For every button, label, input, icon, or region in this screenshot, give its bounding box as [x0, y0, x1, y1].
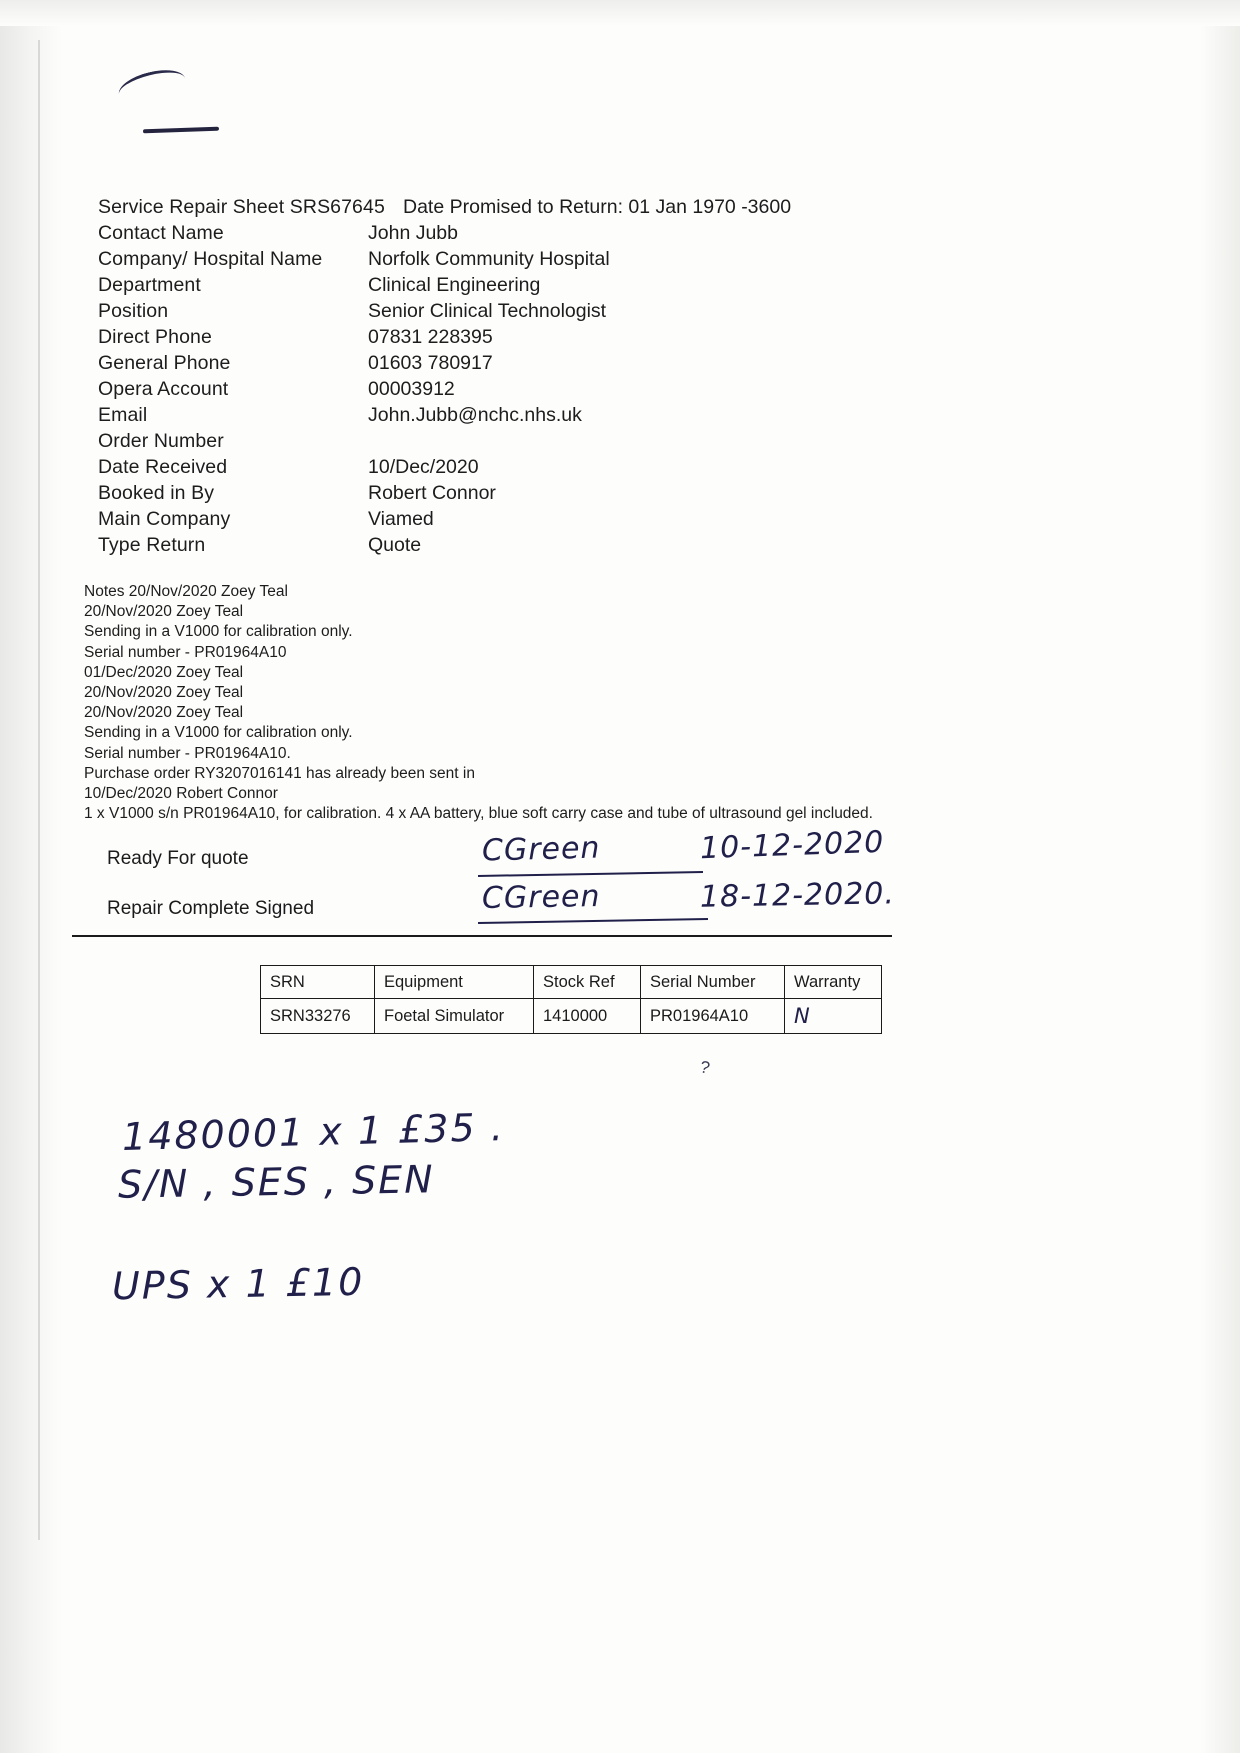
notes-line: Serial number - PR01964A10	[84, 643, 287, 661]
label-order-number: Order Number	[98, 430, 224, 452]
table-header-row	[261, 966, 882, 999]
date-promised-to-return: Date Promised to Return: 01 Jan 1970 -3600	[403, 196, 792, 218]
notes-block	[84, 582, 1084, 824]
header-row-title	[98, 196, 998, 222]
signature-repair-complete-date: 18-12-2020.	[699, 876, 896, 915]
handwritten-note-line-1: 1480001 x 1 £35 .	[121, 1104, 506, 1160]
label-main-company: Main Company	[98, 508, 231, 530]
pen-mark-icon	[116, 64, 189, 109]
cell-srn: SRN33276	[261, 999, 375, 1034]
cell-equipment: Foetal Simulator	[375, 999, 534, 1034]
value-company-hospital-name: Norfolk Community Hospital	[368, 248, 610, 270]
pen-underline-icon	[143, 127, 219, 134]
notes-line: Serial number - PR01964A10.	[84, 744, 291, 762]
header-row-general-phone	[98, 352, 998, 378]
header-row-main-company	[98, 508, 998, 534]
stray-pen-mark-icon: ?	[698, 1057, 712, 1078]
column-header-equipment: Equipment	[375, 966, 534, 999]
header-row-email	[98, 404, 998, 430]
notes-line: 20/Nov/2020 Zoey Teal	[84, 684, 244, 702]
label-general-phone: General Phone	[98, 352, 231, 374]
value-booked-in-by: Robert Connor	[368, 482, 496, 504]
header-row-department	[98, 274, 998, 300]
header-row-order-number	[98, 430, 998, 456]
notes-line: Sending in a V1000 for calibration only.	[84, 724, 353, 742]
column-header-stock-ref: Stock Ref	[534, 966, 641, 999]
header-row-contact-name	[98, 222, 998, 248]
label-ready-for-quote: Ready For quote	[107, 848, 249, 869]
label-type-return: Type Return	[98, 534, 206, 556]
label-repair-complete-signed: Repair Complete Signed	[107, 898, 315, 919]
header-row-company-hospital-name	[98, 248, 998, 274]
notes-line: Sending in a V1000 for calibration only.	[84, 623, 353, 641]
value-date-received: 10/Dec/2020	[368, 456, 479, 478]
handwritten-note-line-2: S/N , SES , SEN	[117, 1157, 436, 1207]
label-direct-phone: Direct Phone	[98, 326, 212, 348]
label-email: Email	[98, 404, 148, 426]
value-position: Senior Clinical Technologist	[368, 300, 607, 322]
header-row-type-return	[98, 534, 998, 560]
equipment-table	[260, 965, 882, 1034]
value-type-return: Quote	[368, 534, 422, 556]
value-direct-phone: 07831 228395	[368, 326, 493, 348]
label-booked-in-by: Booked in By	[98, 482, 215, 504]
signature-ready-date: 10-12-2020	[699, 824, 885, 867]
label-date-received: Date Received	[98, 456, 228, 478]
scan-edge-right	[1200, 0, 1240, 1753]
label-department: Department	[98, 274, 201, 296]
notes-line: Purchase order RY3207016141 has already been sent in	[84, 764, 475, 782]
notes-line: Notes 20/Nov/2020 Zoey Teal	[84, 583, 288, 600]
header-row-opera-account	[98, 378, 998, 404]
label-company-hospital-name: Company/ Hospital Name	[98, 248, 323, 270]
header-row-position	[98, 300, 998, 326]
label-contact-name: Contact Name	[98, 222, 224, 244]
scan-edge-top	[0, 0, 1240, 26]
header-details-block	[98, 196, 998, 560]
column-header-serial-number: Serial Number	[641, 966, 785, 999]
cell-serial-number: PR01964A10	[641, 999, 785, 1034]
notes-line: 20/Nov/2020 Zoey Teal	[84, 603, 244, 621]
value-general-phone: 01603 780917	[368, 352, 493, 374]
label-opera-account: Opera Account	[98, 378, 229, 400]
signature-ready-for-quote: CGreen	[481, 830, 601, 869]
cell-stock-ref: 1410000	[534, 999, 641, 1034]
notes-line: 10/Dec/2020 Robert Connor	[84, 785, 278, 803]
signature-line-repair-complete	[478, 918, 708, 924]
column-header-srn: SRN	[261, 966, 375, 999]
section-divider	[72, 935, 892, 937]
header-row-date-received	[98, 456, 998, 482]
page-title: Service Repair Sheet SRS67645	[98, 196, 385, 218]
signature-line-ready	[478, 871, 703, 877]
cell-warranty: N	[785, 999, 882, 1034]
value-email: John.Jubb@nchc.nhs.uk	[368, 404, 582, 426]
signature-repair-complete: CGreen	[481, 878, 601, 917]
notes-line: 01/Dec/2020 Zoey Teal	[84, 663, 244, 681]
label-position: Position	[98, 300, 169, 322]
table-row	[261, 999, 882, 1034]
scan-edge-left	[0, 0, 62, 1753]
value-department: Clinical Engineering	[368, 274, 541, 296]
notes-line: 1 x V1000 s/n PR01964A10, for calibration. 4 x AA battery, blue soft carry case and tube of ultrasound gel included.	[84, 805, 873, 823]
value-opera-account: 00003912	[368, 378, 455, 400]
handwritten-note-line-3: UPS x 1 £10	[111, 1259, 365, 1309]
notes-line: 20/Nov/2020 Zoey Teal	[84, 704, 244, 722]
header-row-booked-in-by	[98, 482, 998, 508]
value-main-company: Viamed	[368, 508, 434, 530]
header-row-direct-phone	[98, 326, 998, 352]
column-header-warranty: Warranty	[785, 966, 882, 999]
value-contact-name: John Jubb	[368, 222, 458, 244]
